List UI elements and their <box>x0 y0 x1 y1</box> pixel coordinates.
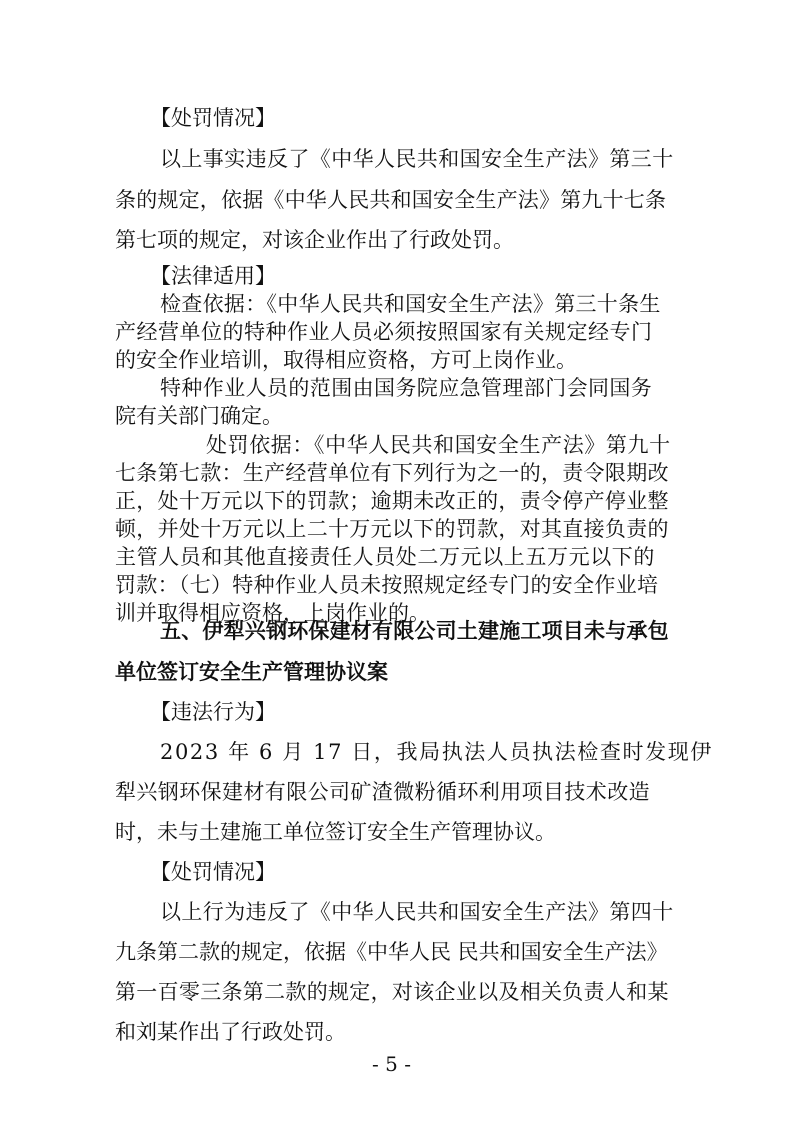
penalty-line: 九条第二款的规定，依据《中华人民 民共和国安全生产法》 <box>115 940 668 964</box>
penalty-line: 第一百零三条第二款的规定，对该企业以及相关负责人和某 <box>115 980 669 1004</box>
penalty-basis-line: 七条第七款：生产经营单位有下列行为之一的，责令限期改 <box>115 461 669 485</box>
law-heading: 【法律适用】 <box>150 264 276 288</box>
violation-heading: 【违法行为】 <box>150 700 276 724</box>
case-title-line: 五、伊犁兴钢环保建材有限公司土建施工项目未与承包 <box>160 619 669 643</box>
page-number: - 5 - <box>372 1052 411 1076</box>
penalty-basis-line: 顿，并处十万元以上二十万元以下的罚款，对其直接负责的 <box>115 517 669 541</box>
check-basis-line: 产经营单位的特种作业人员必须按照国家有关规定经专门 <box>115 320 653 344</box>
check-basis-line: 检查依据：《中华人民共和国安全生产法》第三十条生 <box>160 292 661 316</box>
penalty-basis-line: 主管人员和其他直接责任人员处二万元以上五万元以下的 <box>115 545 655 569</box>
check-basis-line: 的安全作业培训，取得相应资格，方可上岗作业。 <box>115 348 577 372</box>
scope-line: 特种作业人员的范围由国务院应急管理部门会同国务 <box>160 376 653 400</box>
penalty-line: 以上行为违反了《中华人民共和国安全生产法》第四十 <box>160 900 674 924</box>
case-title-line: 单位签订安全生产管理协议案 <box>115 660 388 684</box>
violation-line: 时，未与土建施工单位签订安全生产管理协议。 <box>115 820 556 844</box>
paragraph-line: 第七项的规定，对该企业作出了行政处罚。 <box>115 228 514 252</box>
penalty-heading: 【处罚情况】 <box>150 860 276 884</box>
violation-line: 犁兴钢环保建材有限公司矿渣微粉循环利用项目技术改造 <box>115 780 650 804</box>
scope-line: 院有关部门确定。 <box>115 404 283 428</box>
paragraph-line: 以上事实违反了《中华人民共和国安全生产法》第三十 <box>160 147 674 171</box>
penalty-basis-line: 正，处十万元以下的罚款；逾期未改正的，责令停产停业整 <box>115 489 669 513</box>
penalty-line: 和刘某作出了行政处罚。 <box>115 1020 346 1044</box>
penalty-basis-line: 罚款：（七）特种作业人员未按照规定经专门的安全作业培 <box>115 573 659 597</box>
penalty-basis-line: 训并取得相应资格，上岗作业的。 <box>115 601 430 625</box>
penalty-basis-line: 处罚依据：《中华人民共和国安全生产法》第九十 <box>206 433 671 457</box>
violation-line: 2023 年 6 月 17 日，我局执法人员执法检查时发现伊 <box>160 740 713 764</box>
penalty-heading: 【处罚情况】 <box>150 106 276 130</box>
paragraph-line: 条的规定，依据《中华人民共和国安全生产法》第九十七条 <box>115 188 667 212</box>
